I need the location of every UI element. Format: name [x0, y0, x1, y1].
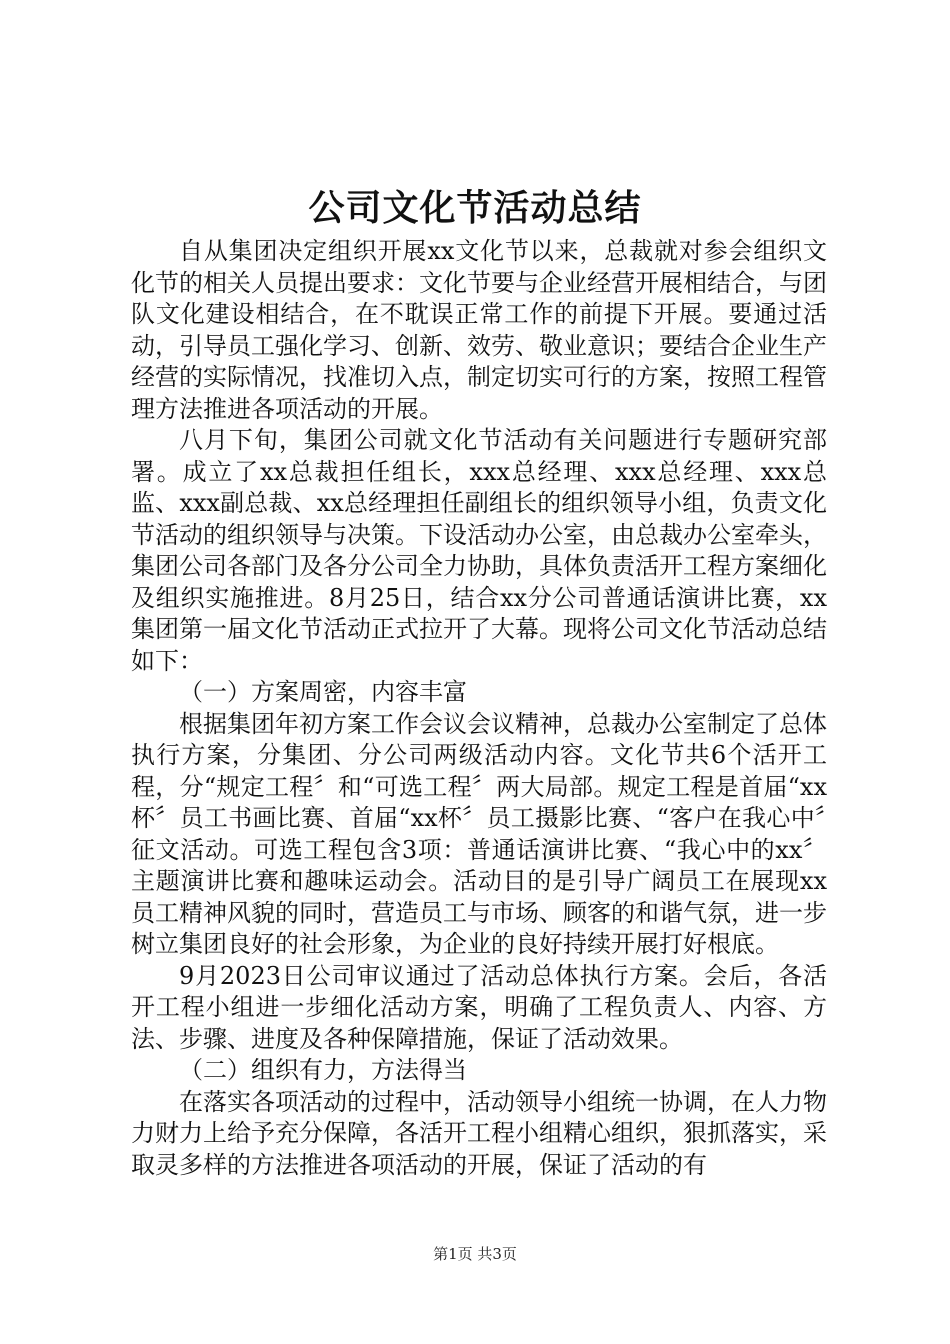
body-paragraph: 9月2023日公司审议通过了活动总体执行方案。会后，各活开工程小组进一步细化活动方案，明确了工程负责人、内容、方法、步骤、进度及各种保障措施，保证了活动效果。 [131, 961, 827, 1053]
section-heading: （二）组织有力，方法得当 [179, 1056, 467, 1084]
body-paragraph: 自从集团决定组织开展xx文化节以来，总裁就对参会组织文化节的相关人员提出要求：文化节要与企业经营开展相结合，与团队文化建设相结合，在不耽误正常工作的前提下开展。要通过活动，引导员工强化学习、创新、效劳、敬业意识；要结合企业生产经营的实际情况，找准切入点，制定切实可行的方案，按照工程管理方法推进各项活动的开展。 [131, 237, 827, 423]
body-paragraph: 八月下旬，集团公司就文化节活动有关问题进行专题研究部署。成立了xx总裁担任组长，xxx总经理、xxx总经理、xxx总监、xxx副总裁、xx总经理担任副组长的组织领导小组，负责文化节活动的组织领导与决策。下设活动办公室，由总裁办公室牵头，集团公司各部门及各分公司全力协助，具体负责活开工程方案细化及组织实施推进。8月25日，结合xx分公司普通话演讲比赛，xx集团第一届文化节活动正式拉开了大幕。现将公司文化节活动总结如下： [131, 426, 827, 675]
page-footer: 第1页 共3页 [433, 1245, 517, 1263]
body-paragraph: 在落实各项活动的过程中，活动领导小组统一协调，在人力物力财力上给予充分保障，各活开工程小组精心组织，狠抓落实，采取灵多样的方法推进各项活动的开展，保证了活动的有 [131, 1087, 827, 1179]
document-title: 公司文化节活动总结 [308, 187, 642, 229]
body-paragraph: 根据集团年初方案工作会议会议精神，总裁办公室制定了总体执行方案，分集团、分公司两级活动内容。文化节共6个活开工程，分“规定工程〞和“可选工程〞两大局部。规定工程是首届“xx杯〞员工书画比赛、首届“xx杯〞员工摄影比赛、“客户在我心中〞征文活动。可选工程包含3项：普通话演讲比赛、“我心中的xx〞主题演讲比赛和趣味运动会。活动目的是引导广阔员工在展现xx员工精神风貌的同时，营造员工与市场、顾客的和谐气氛，进一步树立集团良好的社会形象，为企业的良好持续开展打好根底。 [131, 709, 827, 958]
section-heading: （一）方案周密，内容丰富 [179, 678, 467, 706]
document-body [131, 236, 827, 1181]
